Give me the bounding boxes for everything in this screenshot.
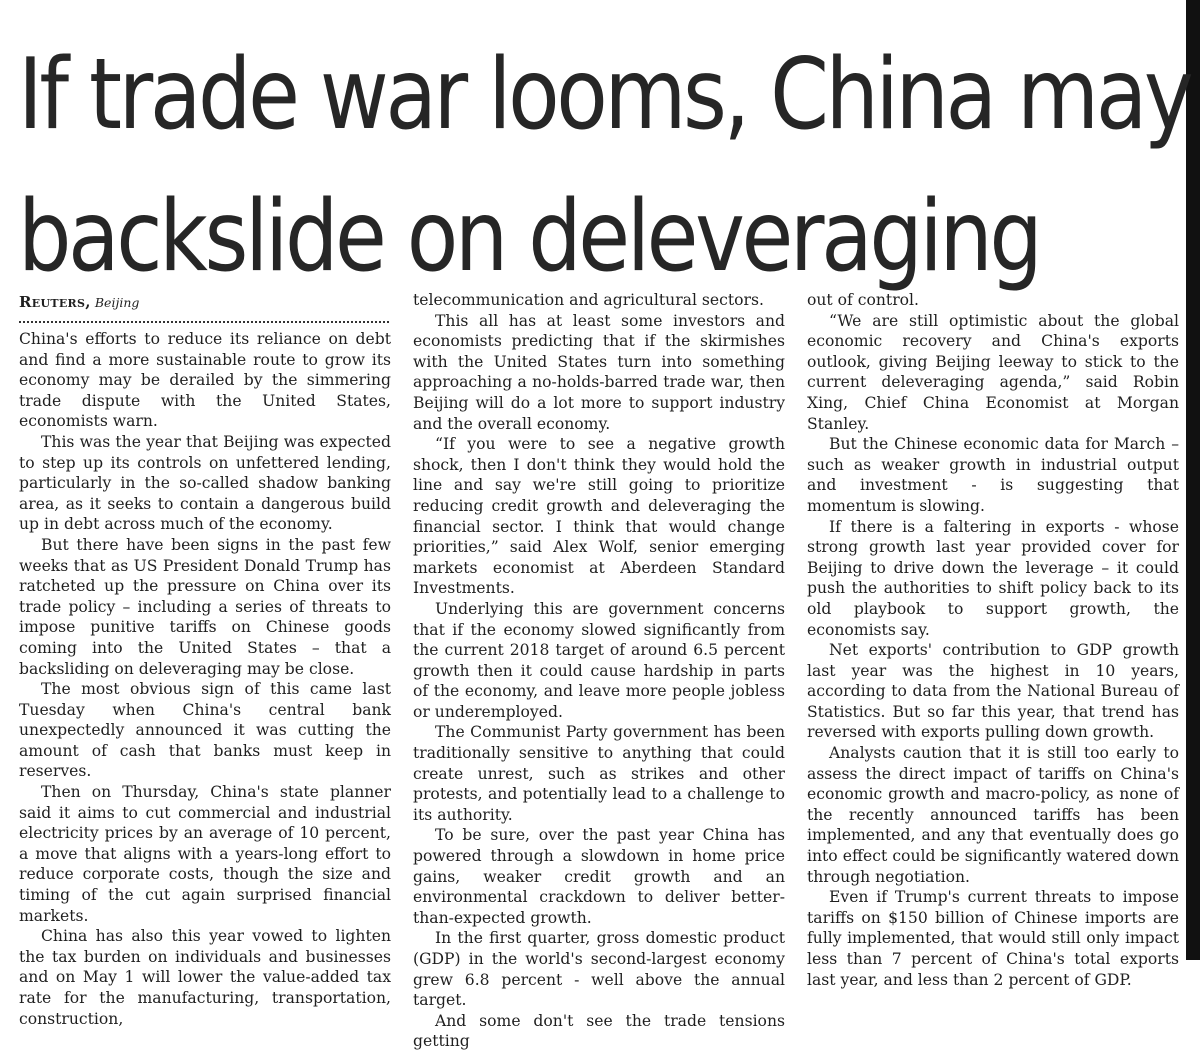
article-column-1 [19,290,391,1029]
paragraph: And some don't see the trade tensions getting [413,1011,785,1051]
paragraph: “We are still optimistic about the global economic recovery and China's exports outlook, giving Beijing leeway to stick to the current deleveraging agenda,” said Robin Xing, Chief China Economist at Morgan Stanley. [807,311,1179,433]
paragraph: China's efforts to reduce its reliance on debt and find a more sustainable route to grow its economy may be derailed by the simmering trade dispute with the United States, economists warn. [19,330,391,431]
paragraph: This all has at least some investors and economists predicting that if the skirmishes with the United States turn into something approaching a no-holds-barred trade war, then Beijing will do a lot more to support industry and the overall economy. [413,311,785,433]
paragraph: Underlying this are government concerns that if the economy slowed significantly from the current 2018 target of around 6.5 percent growth then it could cause hardship in parts of the economy, and leave more people jobless or underemployed. [413,599,785,721]
headline-line-1: If trade war looms, China may [18,38,1191,152]
paragraph: The Communist Party government has been traditionally sensitive to anything that could create unrest, such as strikes and other protests, and potentially lead to a challenge to its authority. [413,723,785,824]
paragraph: Net exports' contribution to GDP growth last year was the highest in 10 years, according to data from the National Bureau of Statistics. But so far this year, that trend has reversed with exports pulling down growth. [807,641,1179,742]
article-column-3 [807,290,1179,990]
byline-agency: Reuters, [19,293,91,311]
paragraph: The most obvious sign of this came last Tuesday when China's central bank unexpectedly announced it was cutting the amount of cash that banks must keep in reserves. [19,680,391,781]
paragraph: Then on Thursday, China's state planner said it aims to cut commercial and industrial electricity prices by an average of 10 percent, a move that aligns with a years-long effort to reduce corporate costs, though the size and timing of the cut again surprised financial markets. [19,783,391,925]
byline-divider [19,321,389,323]
paragraph: To be sure, over the past year China has powered through a slowdown in home price gains, weaker credit growth and an environmental crackdown to deliver better-than-expected growth. [413,826,785,927]
paragraph: If there is a faltering in exports - whose strong growth last year provided cover for Beijing to drive down the leverage – it could push the authorities to shift policy back to its old playbook to support growth, the economists say. [807,517,1179,639]
paragraph: China has also this year vowed to lighten the tax burden on individuals and businesses and on May 1 will lower the value-added tax rate for the manufacturing, transportation, construction, [19,927,391,1028]
article-column-2 [413,290,785,1052]
headline-line-2: backslide on deleveraging [18,180,1040,294]
paragraph: But the Chinese economic data for March – such as weaker growth in industrial output and investment - is suggesting that momentum is slowing. [807,435,1179,515]
paragraph: Analysts caution that it is still too early to assess the direct impact of tariffs on China's economic growth and macro-policy, as none of the recently announced tariffs has been implemented, and any that eventually does go into effect could be significantly watered down through negotiation. [807,744,1179,886]
paragraph: In the first quarter, gross domestic product (GDP) in the world's second-largest economy grew 6.8 percent - well above the annual target. [413,929,785,1010]
byline-place: Beijing [94,295,140,310]
paragraph: “If you were to see a negative growth shock, then I don't think they would hold the line and say we're still going to prioritize reducing credit growth and deleveraging the financial sector. I think that would change priorities,” said Alex Wolf, senior emerging markets economist at Aberdeen Standard Investments. [413,435,785,598]
byline [19,290,391,314]
paragraph: This was the year that Beijing was expected to step up its controls on unfettered lending, particularly in the so-called shadow banking area, as it seeks to contain a dangerous build up in debt across much of the economy. [19,432,391,534]
paragraph: But there have been signs in the past few weeks that as US President Donald Trump has ratcheted up the pressure on China over its trade policy – including a series of threats to impose punitive tariffs on Chinese goods coming into the United States – that a backsliding on deleveraging may be close. [19,535,391,678]
paragraph: Even if Trump's current threats to impose tariffs on $150 billion of Chinese imports are fully implemented, that would still only impact less than 7 percent of China's total exports last year, and less than 2 percent of GDP. [807,888,1179,989]
paragraph: telecommunication and agricultural sectors. [413,291,764,309]
paragraph: out of control. [807,291,919,309]
headline [18,24,1191,308]
